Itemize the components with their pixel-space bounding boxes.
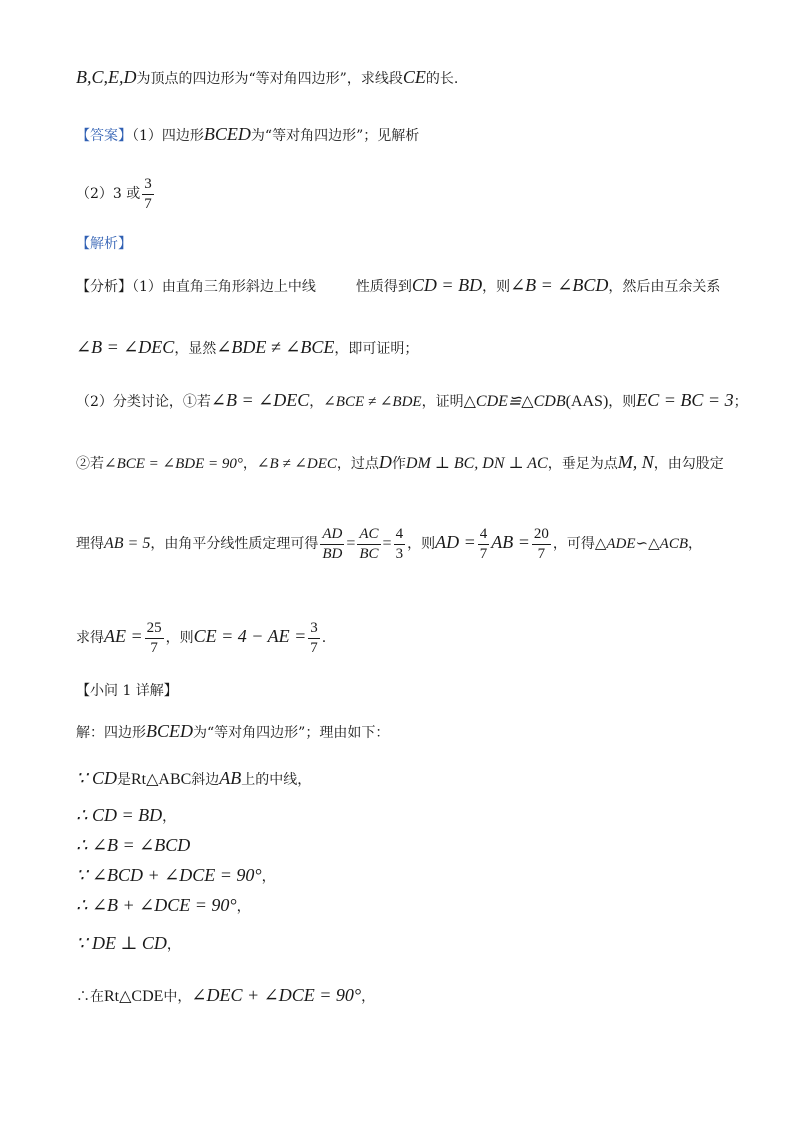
math: △ADE∽△ACB [594,536,688,552]
text: ，由角平分线性质定理可得 [150,536,319,552]
math: B,C,E,D [76,67,137,87]
text: ，则 [407,536,436,552]
text: ，则 [482,279,511,295]
fenxi-label: 【分析】 [76,279,132,295]
line-1 [76,68,458,86]
step-1 [76,769,311,788]
text: ∴在 [76,989,104,1005]
text: ， [236,899,251,915]
text: ， [309,394,324,410]
math: ∵ CD [76,768,117,788]
answer-part-2 [76,176,156,212]
text: ②若 [76,456,104,472]
fraction: $\frac{20}{7}$ [533,526,549,562]
text: . [321,630,327,646]
math: M, N [617,452,654,472]
step-7 [76,986,375,1005]
text: ， [688,536,702,552]
math: Rt△ABC [130,771,192,788]
fraction: $\frac{3}{7}$ [310,620,318,656]
text: （1）四边形 [132,128,204,144]
math: ∠BCE ≠ ∠BDE [323,394,422,410]
text: ，过点 [336,456,379,472]
fraction: $\frac{4}{3}$ [395,526,404,562]
fraction: $\frac{3}{7}$ [144,176,152,212]
fenxi-line-6 [76,620,326,656]
text: ，由勾股定 [653,456,724,472]
math: DM ⊥ BC, DN ⊥ AC [405,455,548,472]
math: EC = BC = 3 [636,390,734,410]
math: CE = 4 − AE = [193,626,307,646]
math: = [346,535,356,552]
text: 中， [163,989,192,1005]
fenxi-line-1 [76,276,720,294]
fraction: $\frac{4}{7}$ [479,526,488,562]
text: 为顶点的四边形为“等对角四边形”，求线段 [136,71,403,87]
step-6 [76,934,181,952]
solution-intro [76,722,389,740]
math: D [378,452,392,472]
step-5 [76,896,251,914]
step-4 [76,866,276,884]
math: ∵ DE ⊥ CD [76,933,167,953]
math: ∵ ∠BCD + ∠DCE = 90° [76,865,262,885]
text: ， [166,937,181,953]
text: 理得 [76,536,104,552]
text: （1）由直角三角形斜边上中线 [132,279,316,295]
math: AE = [104,626,143,646]
text: ，即可证明； [334,341,419,357]
text: 作 [391,456,406,472]
fenxi-line-5 [76,526,702,562]
math: AB = 5 [104,535,151,552]
math: ∠BDE ≠ ∠BCE [216,337,335,357]
text: ； [733,394,748,410]
text: ，可得 [552,536,595,552]
math: AD = [435,532,476,552]
text: 为“等对角四边形”；理由如下： [193,725,390,741]
math: AB = [491,532,530,552]
step-2 [76,806,176,824]
fenxi-line-2 [76,338,418,356]
text: 求得 [76,630,104,646]
math: Rt△CDE [104,988,164,1005]
text: ，垂足为点 [547,456,618,472]
math: CE [402,67,426,87]
text: ， [242,456,257,472]
math: ∠DEC + ∠DCE = 90° [191,985,362,1005]
math: ∴ ∠B = ∠BCD [76,835,191,855]
math: BCED [203,124,251,144]
text: 的长. [425,71,459,87]
text: 解：四边形 [76,725,146,741]
analysis-heading: 【解析】 [76,236,132,252]
text: ，显然 [174,341,217,357]
math: BCED [146,721,193,741]
text: （2）3 或 [76,186,141,202]
text: ，则 [608,394,637,410]
math: ∴ CD = BD [76,805,163,825]
fenxi-line-4 [76,453,724,472]
fraction: $\frac{AD}{BD}$ [322,526,343,562]
answer-label: 【答案】 [76,128,132,144]
text: 为“等对角四边形”；见解析 [250,128,420,144]
math: ∠B = ∠DEC [210,390,310,410]
math: ∴ ∠B + ∠DCE = 90° [76,895,237,915]
subquestion-1-heading: 【小问 1 详解】 [76,683,178,699]
answer-line [76,125,419,143]
math: ∠B ≠ ∠DEC [256,456,337,472]
step-3 [76,836,190,854]
math: ∠BCE = ∠BDE = 90° [104,456,243,472]
fraction: $\frac{AC}{BC}$ [359,526,379,562]
text: ， [261,869,276,885]
math: △CDE≌△CDB [463,393,566,410]
text: 上的中线， [241,772,312,788]
math: = [382,535,392,552]
text: ，则 [165,630,194,646]
text: 斜边 [191,772,220,788]
text: ，然后由互余关系 [608,279,721,295]
math: (AAS) [565,393,609,410]
math: AB [219,768,242,788]
fraction: $\frac{25}{7}$ [146,620,162,656]
text: 是 [116,772,131,788]
math: CD = BD [411,275,483,295]
text: （2）分类讨论，①若 [76,394,211,410]
math: ∠B = ∠BCD [510,275,609,295]
text: ，证明 [421,394,464,410]
text: ， [361,989,376,1005]
text: ， [162,809,177,825]
math: ∠B = ∠DEC [76,337,175,357]
text: 性质得到 [355,279,412,295]
fenxi-line-3 [76,391,748,410]
